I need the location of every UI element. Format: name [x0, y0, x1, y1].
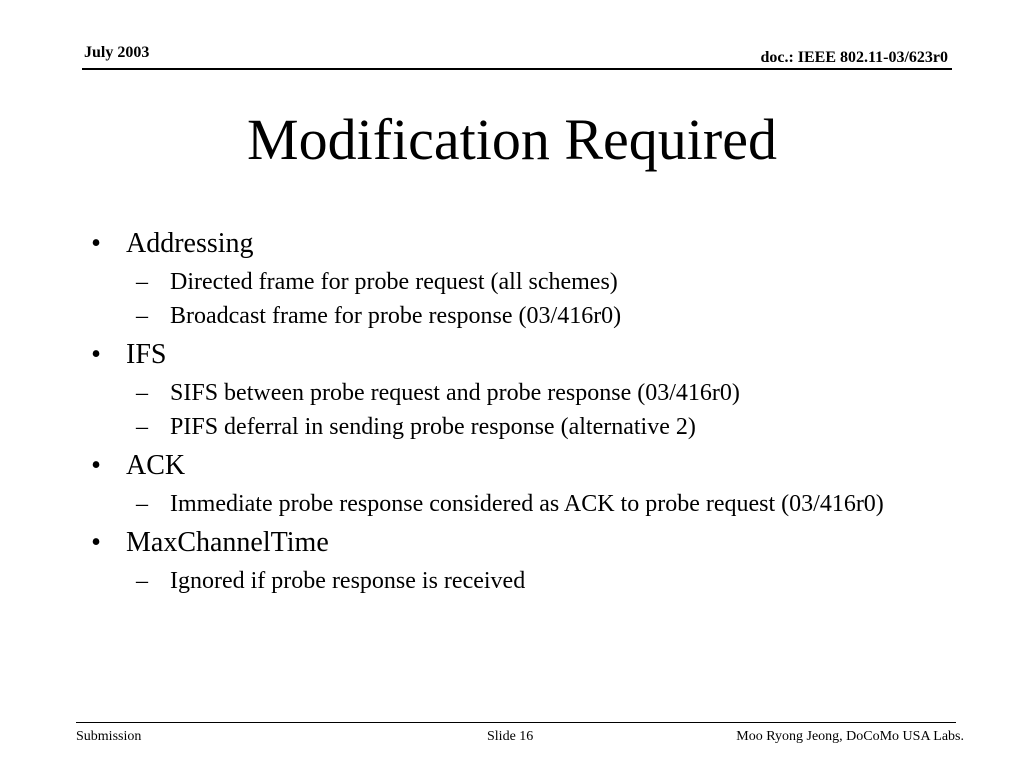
sub-bullet-item	[86, 267, 916, 297]
header-date: July 2003	[84, 44, 150, 61]
header-doc-id: doc.: IEEE 802.11-03/623r0	[760, 49, 948, 66]
sub-bullet-text: SIFS between probe request and probe response (03/416r0)	[170, 380, 740, 406]
bullet-list	[86, 224, 916, 600]
bullet-icon: •	[91, 339, 101, 370]
sub-bullet-item	[86, 412, 916, 442]
bullet-icon: •	[91, 527, 101, 558]
bullet-item	[86, 335, 916, 375]
sub-bullet-item	[86, 301, 916, 331]
sub-bullet-text: Ignored if probe response is received	[170, 568, 526, 594]
sub-bullet-item	[86, 378, 916, 408]
footer-author: Moo Ryong Jeong, DoCoMo USA Labs.	[736, 729, 964, 744]
sub-bullet-text: Directed frame for probe request (all schemes)	[170, 269, 618, 295]
footer-divider	[76, 722, 956, 723]
bullet-item	[86, 523, 916, 563]
dash-icon: –	[136, 491, 148, 517]
bullet-item	[86, 224, 916, 264]
dash-icon: –	[136, 380, 148, 406]
sub-bullet-item	[86, 489, 916, 519]
slide-number: Slide 16	[487, 729, 534, 744]
dash-icon: –	[136, 269, 148, 295]
bullet-label: IFS	[126, 339, 167, 370]
bullet-icon: •	[91, 228, 101, 259]
sub-bullet-text: Immediate probe response considered as ACK to probe request (03/416r0)	[170, 491, 884, 517]
footer-submission: Submission	[76, 729, 142, 744]
dash-icon: –	[136, 568, 148, 594]
sub-bullet-text: Broadcast frame for probe response (03/416r0)	[170, 303, 622, 329]
sub-bullet-text: PIFS deferral in sending probe response (alternative 2)	[170, 414, 696, 440]
bullet-label: MaxChannelTime	[126, 527, 329, 558]
header-divider	[82, 68, 952, 70]
sub-bullet-item	[86, 566, 916, 596]
bullet-label: Addressing	[126, 228, 254, 259]
dash-icon: –	[136, 303, 148, 329]
bullet-label: ACK	[126, 450, 186, 481]
dash-icon: –	[136, 414, 148, 440]
bullet-item	[86, 446, 916, 486]
slide-title: Modification Required	[247, 107, 777, 172]
bullet-icon: •	[91, 450, 101, 481]
